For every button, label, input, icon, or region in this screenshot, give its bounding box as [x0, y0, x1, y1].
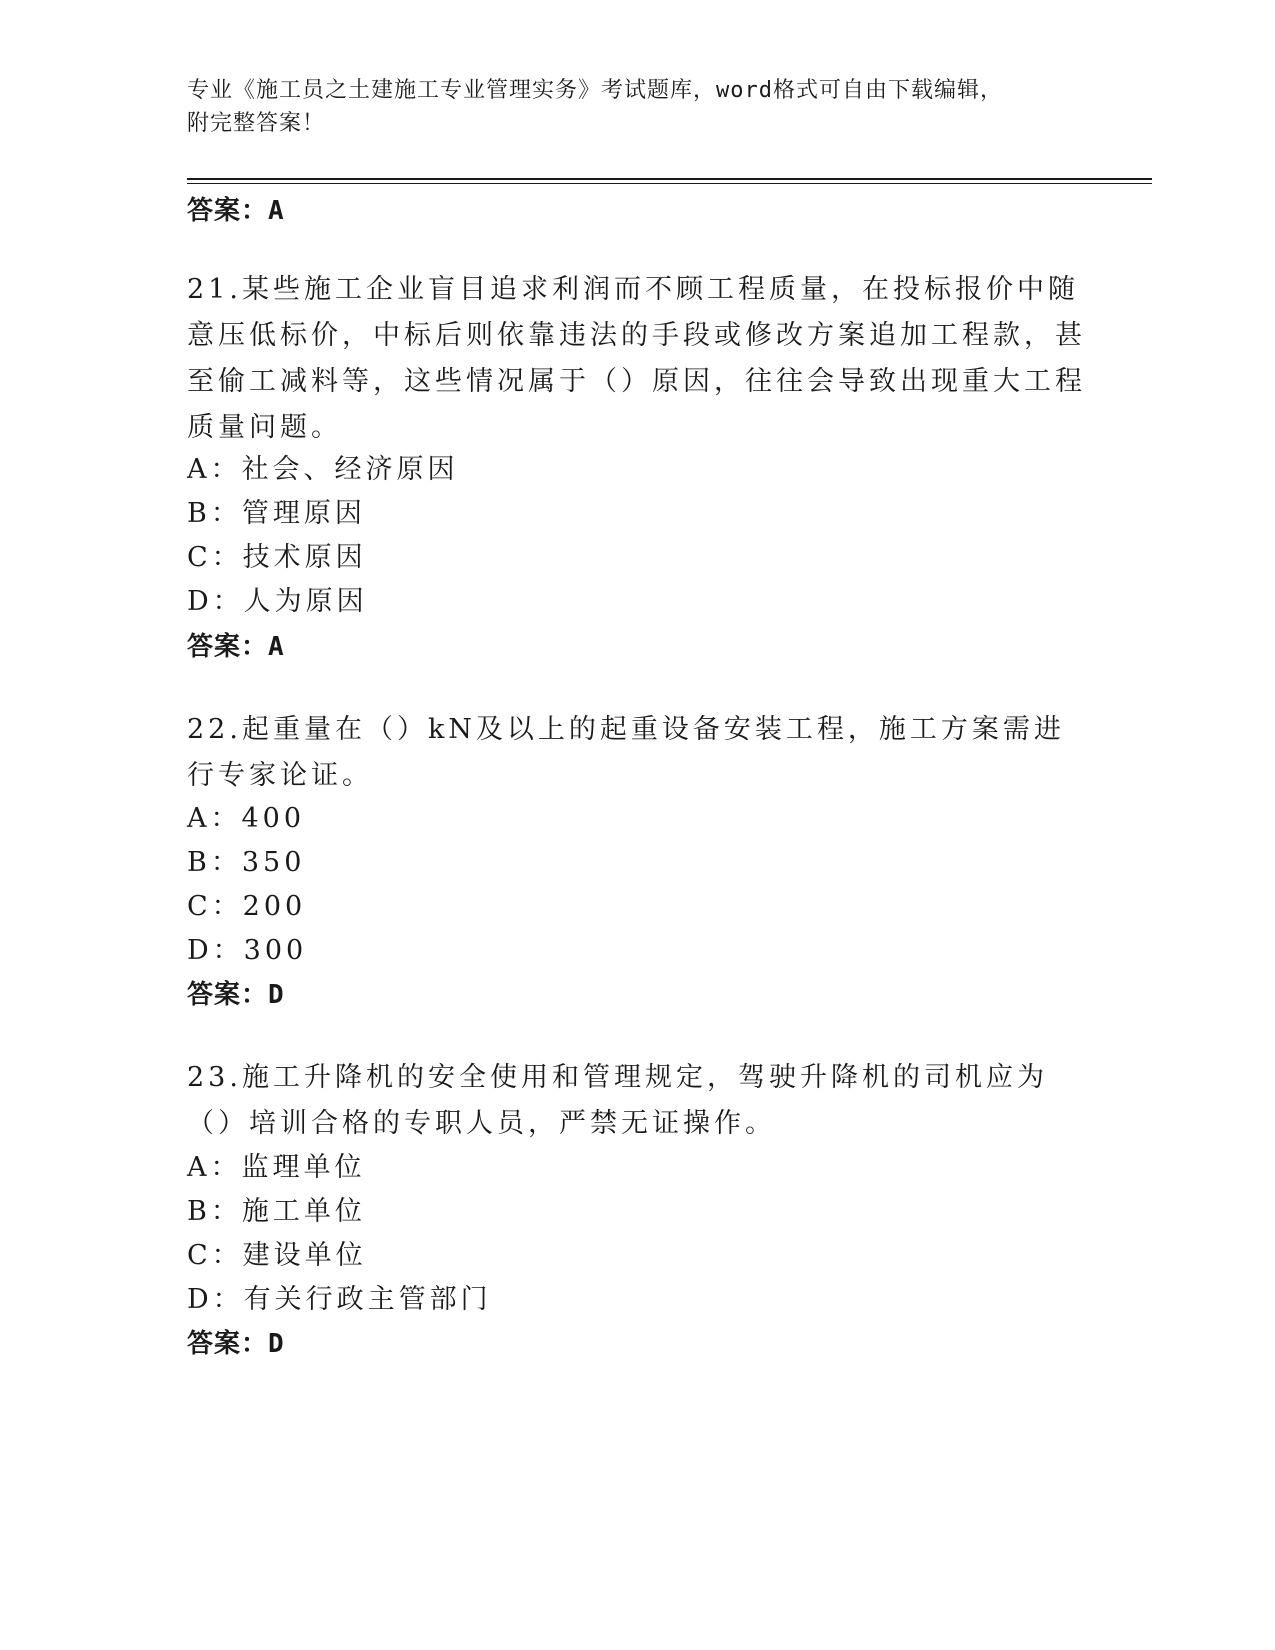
question-21-option-a: A：社会、经济原因	[187, 454, 459, 485]
question-23-option-c: C：建设单位	[187, 1240, 367, 1271]
question-23-text: 23.施工升降机的安全使用和管理规定，驾驶升降机的司机应为（）培训合格的专职人员，严禁无证操作。	[187, 1062, 1048, 1139]
question-21-option-b: B：管理原因	[187, 498, 366, 529]
question-23-option-a: A：监理单位	[187, 1152, 366, 1183]
question-21-option-d: D：人为原因	[187, 586, 368, 617]
question-22-option-b: B：350	[187, 847, 306, 878]
question-21-text: 21.某些施工企业盲目追求利润而不顾工程质量，在投标报价中随意压低标价，中标后则依靠违法的手段或修改方案追加工程款，甚至偷工减料等，这些情况属于（）原因，往往会导致出现重大工程质量问题。	[187, 274, 1086, 443]
question-22-option-d: D：300	[187, 935, 308, 966]
question-22-answer: 答案：D	[187, 980, 285, 1010]
previous-answer: 答案：A	[187, 196, 285, 226]
question-21-answer: 答案：A	[187, 632, 285, 662]
question-21-option-c: C：技术原因	[187, 542, 367, 573]
question-22-option-a: A：400	[187, 803, 306, 834]
header-divider-thin	[187, 183, 1152, 184]
question-23-option-d: D：有关行政主管部门	[187, 1284, 492, 1315]
question-22-text: 22.起重量在（）kN及以上的起重设备安装工程，施工方案需进行专家论证。	[187, 714, 1065, 791]
header-line-1: 专业《施工员之土建施工专业管理实务》考试题库，word格式可自由下载编辑，	[187, 78, 1003, 103]
header-divider-thick	[187, 178, 1152, 180]
header-line-2: 附完整答案！	[187, 111, 326, 136]
question-22-option-c: C：200	[187, 891, 307, 922]
question-23-option-b: B：施工单位	[187, 1196, 366, 1227]
question-23-answer: 答案：D	[187, 1329, 285, 1359]
document-header	[187, 74, 1087, 140]
